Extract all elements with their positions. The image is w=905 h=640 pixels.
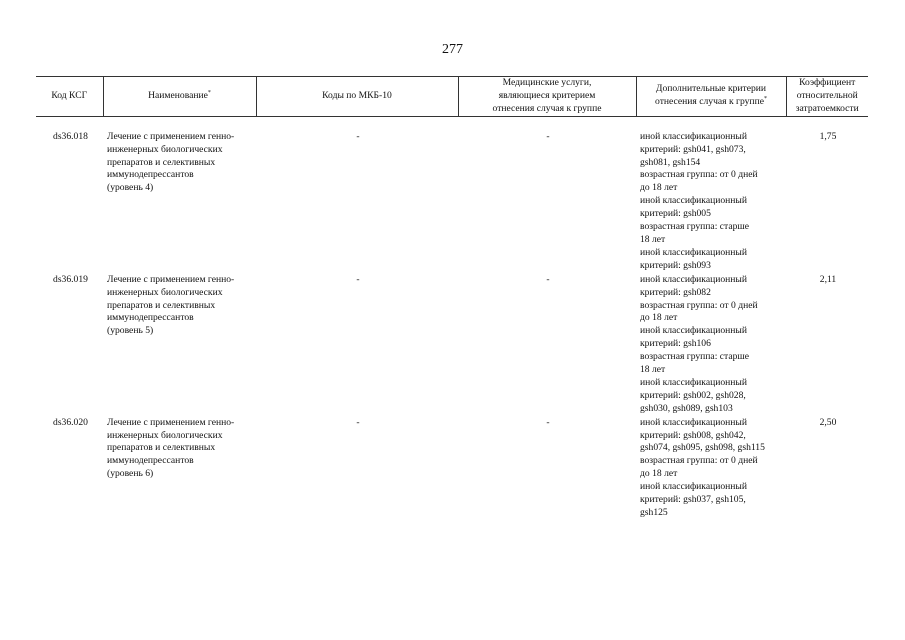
header-mkb: Коды по МКБ-10 [256,77,458,117]
row-code: ds36.019 [53,273,88,285]
header-name: Наименование* [103,77,256,117]
header-code: Код КСГ [36,77,103,117]
footnote-mark: * [763,96,767,103]
table-row [36,273,868,416]
row-criteria: иной классификационный критерий: gsh041, gsh073, gsh081, gsh154 возрастная группа: от 0 дней до 18 лет иной классификационный критерий: gsh005 возрастная группа: старше 18 лет иной классификационный критерий: gsh093 [640,130,758,271]
row-coef: 2,50 [819,416,837,428]
footnote-mark: * [207,89,211,96]
row-name: Лечение с применением генно- инженерных биологических препаратов и селективных иммунодепрессантов (уровень 4) [107,130,235,194]
ksg-table [36,76,868,520]
row-code: ds36.018 [53,130,88,142]
table-row [36,416,868,520]
page-number: 277 [442,42,463,57]
row-name: Лечение с применением генно- инженерных биологических препаратов и селективных иммунодепрессантов (уровень 6) [107,416,235,480]
table-header-row [36,77,868,117]
row-criteria: иной классификационный критерий: gsh082 возрастная группа: от 0 дней до 18 лет иной классификационный критерий: gsh106 возрастная группа: старше 18 лет иной классификационный критерий: gsh002, gsh028, gsh030, gsh089, gsh103 [640,273,758,414]
row-mkb: - [356,273,360,285]
row-services: - [546,273,550,285]
row-services: - [546,130,550,142]
header-services: Медицинские услуги, являющиеся критерием отнесения случая к группе [458,77,636,117]
header-coef: Коэффициент относительной затратоемкости [786,77,868,117]
row-mkb: - [356,130,360,142]
row-coef: 1,75 [819,130,837,142]
row-coef: 2,11 [819,273,837,285]
row-code: ds36.020 [53,416,88,428]
header-criteria: Дополнительные критерии отнесения случая к группе* [636,77,786,117]
row-services: - [546,416,550,428]
row-name: Лечение с применением генно- инженерных биологических препаратов и селективных иммунодепрессантов (уровень 5) [107,273,235,337]
table-row [36,116,868,272]
row-criteria: иной классификационный критерий: gsh008, gsh042, gsh074, gsh095, gsh098, gsh115 возрастная группа: от 0 дней до 18 лет иной классификационный критерий: gsh037, gsh105, gsh125 [640,416,765,518]
row-mkb: - [356,416,360,428]
